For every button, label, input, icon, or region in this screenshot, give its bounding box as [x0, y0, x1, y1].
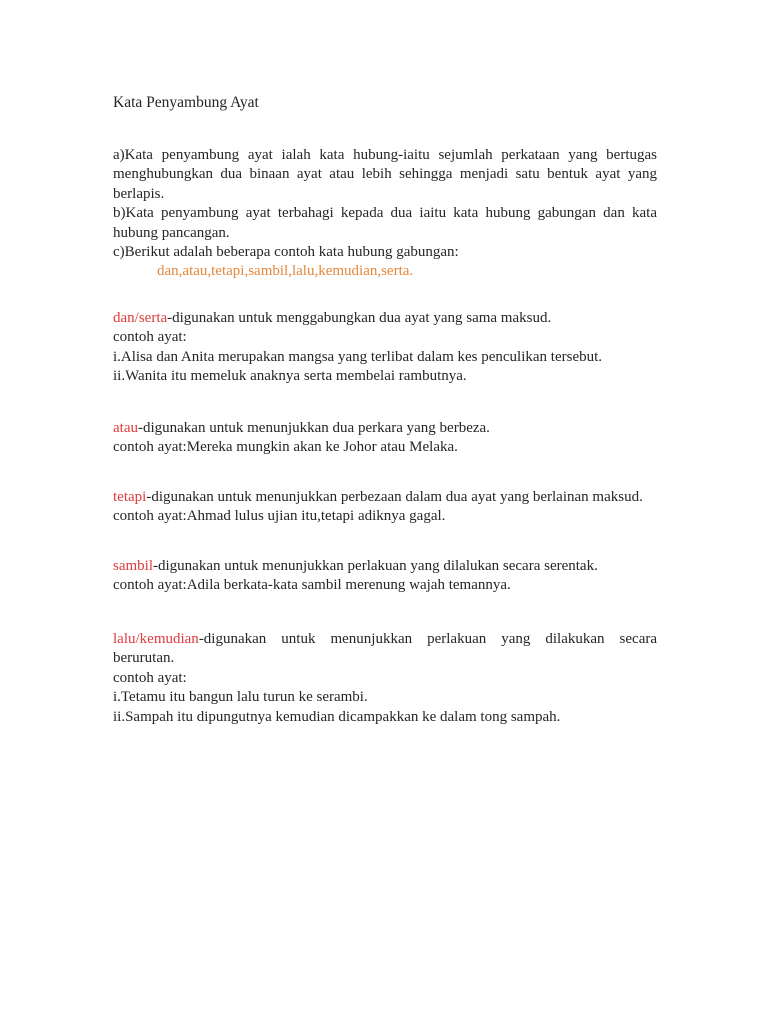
definition-line [113, 419, 657, 438]
keyword-dan-serta: dan/serta [113, 310, 168, 326]
contoh-ayat-label: contoh ayat: [113, 329, 187, 346]
paragraph-b-line-2: hubung pancangan. [113, 224, 230, 241]
definition-text: -digunakan untuk menunjukkan perlakuan yang dilakukan secara [198, 631, 657, 647]
definition-text: -digunakan untuk menggabungkan dua ayat yang sama maksud. [167, 310, 552, 326]
definition-line [113, 309, 657, 328]
paragraph-a-line-1: a)Kata penyambung ayat ialah kata hubung-iaitu sejumlah perkataan yang bertugas [113, 147, 657, 163]
paragraph-a-line-2: menghubungkan dua binaan ayat atau lebih sehingga menjadi satu bentuk ayat yang [113, 166, 657, 183]
example-sentence-i: i.Tetamu itu bangun lalu turun ke serambi. [113, 689, 368, 706]
definition-line [113, 488, 657, 507]
example-sentence: contoh ayat:Adila berkata-kata sambil merenung wajah temannya. [113, 577, 511, 594]
definition-carry-line: berurutan. [113, 650, 175, 667]
page-title: Kata Penyambung Ayat [113, 94, 259, 111]
example-sentence: contoh ayat:Mereka mungkin akan ke Johor atau Melaka. [113, 439, 458, 456]
definition-text: -digunakan untuk menunjukkan dua perkara yang berbeza. [137, 420, 490, 436]
example-sentence: contoh ayat:Ahmad lulus ujian itu,tetapi adiknya gagal. [113, 508, 446, 525]
paragraph-a-line-3: berlapis. [113, 185, 165, 202]
section-tetapi [113, 488, 657, 527]
keyword-sambil: sambil [113, 558, 153, 574]
definition-line [113, 630, 657, 649]
example-sentence-ii: ii.Sampah itu dipungutnya kemudian dicampakkan ke dalam tong sampah. [113, 708, 561, 725]
keyword-tetapi: tetapi [113, 489, 147, 505]
contoh-ayat-label: contoh ayat: [113, 669, 187, 686]
paragraph-b-line-1: b)Kata penyambung ayat terbahagi kepada dua iaitu kata hubung gabungan dan kata [113, 205, 657, 222]
section-lalu-kemudian [113, 630, 657, 727]
keyword-atau: atau [113, 420, 138, 436]
intro-paragraphs [113, 146, 657, 282]
definition-text: -digunakan untuk menunjukkan perbezaan dalam dua ayat yang berlainan maksud. [146, 489, 643, 505]
text-content-area [113, 0, 657, 1024]
definition-text: -digunakan untuk menunjukkan perlakuan yang dilalukan secara serentak. [153, 558, 598, 574]
section-sambil [113, 557, 657, 596]
example-sentence-i: i.Alisa dan Anita merupakan mangsa yang terlibat dalam kes penculikan tersebut. [113, 348, 603, 365]
paragraph-c-line: c)Berikut adalah beberapa contoh kata hubung gabungan: [113, 244, 459, 261]
keyword-lalu-kemudian: lalu/kemudian [113, 631, 199, 647]
section-atau [113, 419, 657, 458]
example-sentence-ii: ii.Wanita itu memeluk anaknya serta membelai rambutnya. [113, 368, 467, 385]
section-dan-serta [113, 309, 657, 387]
definition-line [113, 557, 657, 576]
conjunction-examples-line: dan,atau,tetapi,sambil,lalu,kemudian,serta. [157, 263, 414, 280]
